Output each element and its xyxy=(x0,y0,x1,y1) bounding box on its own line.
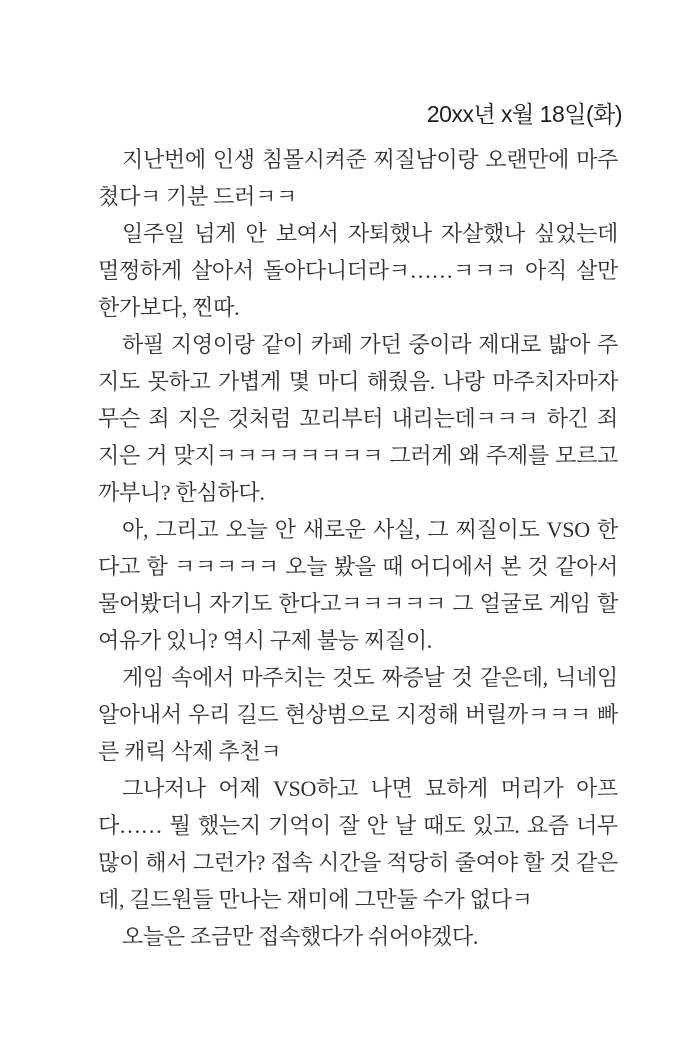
diary-paragraph: 게임 속에서 마주치는 것도 짜증날 것 같은데, 닉네임 알아내서 우리 길드 현상범으로 지정해 버릴까ㅋㅋㅋ 빠른 캐릭 삭제 추천ㅋ xyxy=(98,665,618,764)
diary-text xyxy=(98,141,618,955)
diary-paragraph: 지난번에 인생 침몰시켜준 찌질남이랑 오랜만에 마주쳤다ㅋ 기분 드러ㅋㅋ xyxy=(98,147,618,209)
diary-paragraph: 하필 지영이랑 같이 카페 가던 중이라 제대로 밟아 주지도 못하고 가볍게 몇 마디 해줬음. 나랑 마주치자마자 무슨 죄 지은 것처럼 꼬리부터 내리는데ㅋㅋㅋ 하긴 죄 지은 거 맞지ㅋㅋㅋㅋㅋㅋㅋㅋ 그러게 왜 주제를 모르고 까부니? 한심하다. xyxy=(98,332,618,505)
diary-paragraph: 오늘은 조금만 접속했다가 쉬어야겠다. xyxy=(122,924,479,949)
diary-paragraph: 아, 그리고 오늘 안 새로운 사실, 그 찌질이도 VSO 한다고 함 ㅋㅋㅋㅋㅋ 오늘 봤을 때 어디에서 본 것 같아서 물어봤더니 자기도 한다고ㅋㅋㅋㅋㅋ 그 얼굴로 게임 할 여유가 있니? 역시 구제 불능 찌질이. xyxy=(98,517,618,653)
diary-paragraph: 일주일 넘게 안 보여서 자퇴했나 자살했나 싶었는데 멀쩡하게 살아서 돌아다니더라ㅋ……ㅋㅋㅋ 아직 살만한가보다, 찐따. xyxy=(98,221,618,320)
diary-paragraph: 그나저나 어제 VSO하고 나면 묘하게 머리가 아프다…… 뭘 했는지 기억이 잘 안 날 때도 있고. 요즘 너무 많이 해서 그런가? 접속 시간을 적당히 줄여야 할 것 같은데, 길드원들 만나는 재미에 그만둘 수가 없다ㅋ xyxy=(98,776,618,912)
diary-date-heading: 20xx년 x월 18일(화) xyxy=(426,101,622,127)
